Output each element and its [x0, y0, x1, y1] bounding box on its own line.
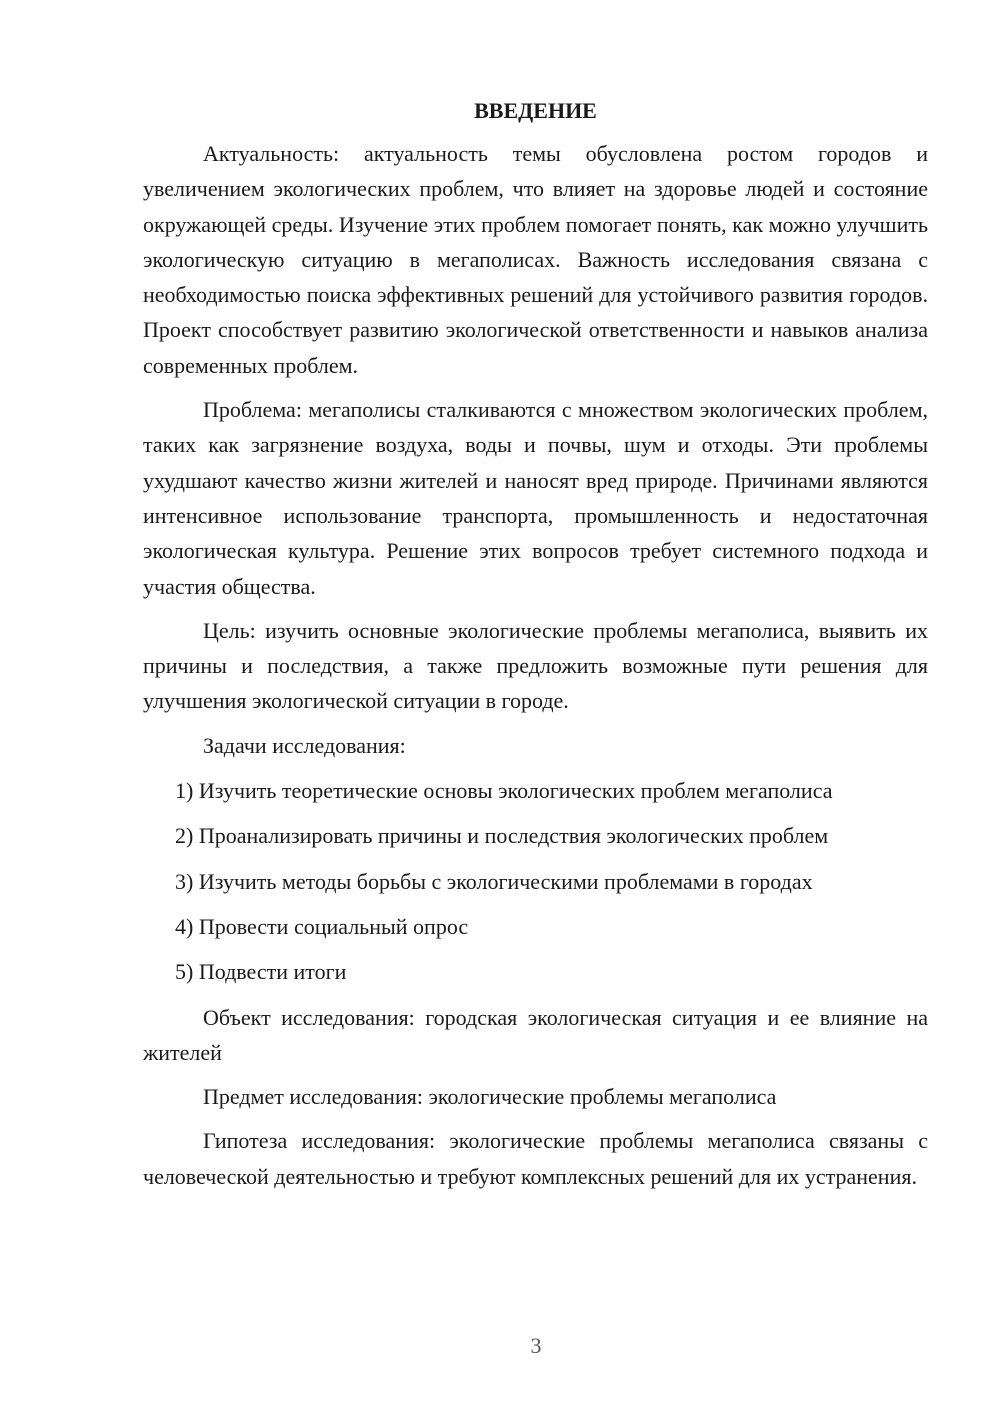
task-item: 5) Подвести итоги	[175, 959, 347, 985]
task-item: 2) Проанализировать причины и последствия экологических проблем	[175, 823, 829, 849]
document-page	[143, 96, 928, 1203]
task-list	[143, 773, 928, 989]
tasks-heading: Задачи исследования:	[203, 732, 406, 758]
task-item: 1) Изучить теоретические основы экологических проблем мегаполиса	[175, 778, 833, 804]
page-number: 3	[530, 1333, 542, 1358]
paragraph-subject: Предмет исследования: экологические проблемы мегаполиса	[203, 1084, 777, 1110]
paragraph-object: Объект исследования: городская экологическая ситуация и ее влияние на жителей	[143, 1004, 928, 1065]
paragraph-hypothesis: Гипотеза исследования: экологические проблемы мегаполиса связаны с человеческой деятельностью и требуют комплексных решений для их устранения.	[143, 1128, 928, 1189]
paragraph-goal: Цель: изучить основные экологические проблемы мегаполиса, выявить их причины и последствия, а также предложить возможные пути решения для улучшения экологической ситуации в городе.	[143, 617, 928, 714]
page-title: ВВЕДЕНИЕ	[474, 98, 597, 123]
paragraph-problem: Проблема: мегаполисы сталкиваются с множеством экологических проблем, таких как загрязнение воздуха, воды и почвы, шум и отходы. Эти проблемы ухудшают качество жизни жителей и наносят вред природе. Причинами являются интенсивное использование транспорта, промышленность и недостаточная экологическая культура. Решение этих вопросов требует системного подхода и участия общества.	[143, 397, 928, 599]
task-item: 4) Провести социальный опрос	[175, 913, 469, 939]
task-item: 3) Изучить методы борьбы с экологическими проблемами в городах	[175, 868, 813, 894]
paragraph-relevance: Актуальность: актуальность темы обусловлена ростом городов и увеличением экологических проблем, что влияет на здоровье людей и состояние окружающей среды. Изучение этих проблем помогает понять, как можно улучшить экологическую ситуацию в мегаполисах. Важность исследования связана с необходимостью поиска эффективных решений для устойчивого развития городов. Проект способствует развитию экологической ответственности и навыков анализа современных проблем.	[143, 141, 928, 378]
